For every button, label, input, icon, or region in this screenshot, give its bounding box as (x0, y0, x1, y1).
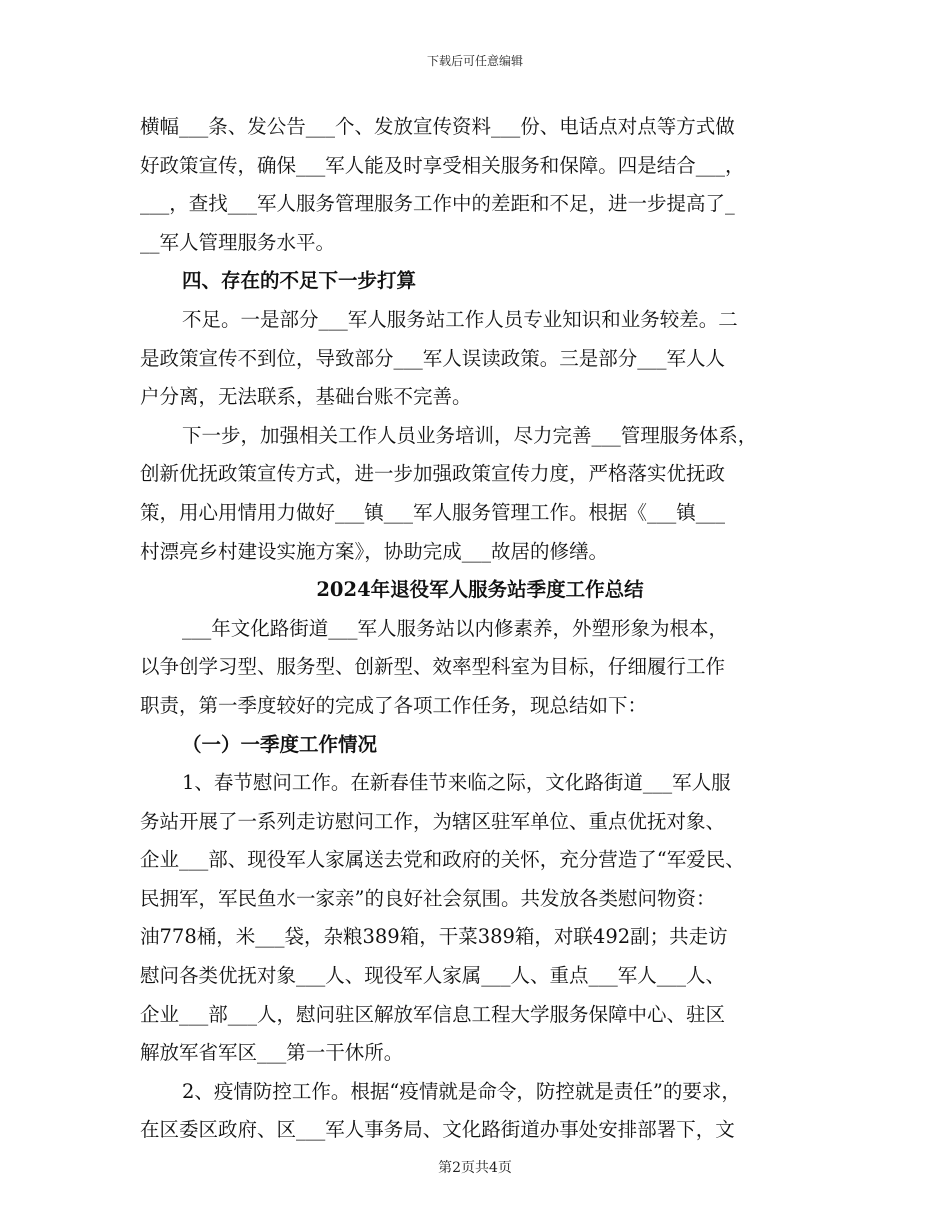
body-line: 1、春节慰问工作。在新春佳节来临之际，文化路街道___军人服 (182, 771, 731, 795)
body-line: 创新优抚政策宣传方式，进一步加强政策宣传力度，严格落实优抚政 (140, 462, 726, 486)
body-line: 是政策宣传不到位，导致部分___军人误读政策。三是部分___军人人 (140, 346, 726, 370)
body-line: 慰问各类优抚对象___人、现役军人家属___人、重点___军人___人、 (140, 964, 726, 988)
body-line: 策，用心用情用力做好___镇___军人服务管理工作。根据《___镇___ (140, 500, 726, 524)
section-heading: （一）一季度工作情况 (182, 732, 378, 756)
body-line: 在区委区政府、区___军人事务局、文化路街道办事处安排部署下，文 (140, 1118, 735, 1142)
page-number: 第2页共4页 (438, 1160, 512, 1176)
body-line: 好政策宣传，确保___军人能及时享受相关服务和保障。四是结合___， (140, 153, 745, 177)
document-title: 2024年退役军人服务站季度工作总结 (316, 578, 644, 602)
body-line: 下一步，加强相关工作人员业务培训，尽力完善___管理服务体系， (182, 423, 758, 447)
body-line: 企业___部___人，慰问驻区解放军信息工程大学服务保障中心、驻区 (140, 1002, 726, 1026)
body-line: 油778桶，米___袋，杂粮389箱，干菜389箱，对联492副；共走访 (140, 925, 728, 949)
body-line: 解放军省军区___第一干休所。 (140, 1041, 404, 1065)
body-line: __军人管理服务水平。 (140, 230, 336, 254)
body-line: 不足。一是部分___军人服务站工作人员专业知识和业务较差。二 (182, 307, 738, 331)
body-line: 职责，第一季度较好的完成了各项工作任务，现总结如下： (140, 693, 648, 717)
section-heading: 四、存在的不足下一步打算 (182, 269, 417, 293)
body-line: 以争创学习型、服务型、创新型、效率型科室为目标，仔细履行工作 (140, 655, 726, 679)
body-line: 民拥军，军民鱼水一家亲”的良好社会氛围。共发放各类慰问物资： (140, 886, 716, 910)
body-line: ___年文化路街道___军人服务站以内修素养，外塑形象为根本， (182, 616, 729, 640)
body-line: 户分离，无法联系，基础台账不完善。 (140, 385, 472, 409)
body-line: ___，查找___军人服务管理服务工作中的差距和不足，进一步提高了_ (140, 192, 735, 216)
body-line: 村漂亮乡村建设实施方案》，协助完成___故居的修缮。 (140, 539, 609, 563)
body-line: 务站开展了一系列走访慰问工作，为辖区驻军单位、重点优抚对象、 (140, 809, 726, 833)
body-line: 横幅___条、发公告___个、发放宣传资料___份、电话点对点等方式做 (140, 115, 735, 138)
body-line: 企业___部、现役军人家属送去党和政府的关怀，充分营造了“军爱民、 (140, 848, 745, 872)
body-line: 2、疫情防控工作。根据“疫情就是命令，防控就是责任”的要求， (182, 1079, 741, 1103)
document-body (140, 108, 820, 1150)
page-header: 下载后可任意编辑 (426, 54, 523, 68)
